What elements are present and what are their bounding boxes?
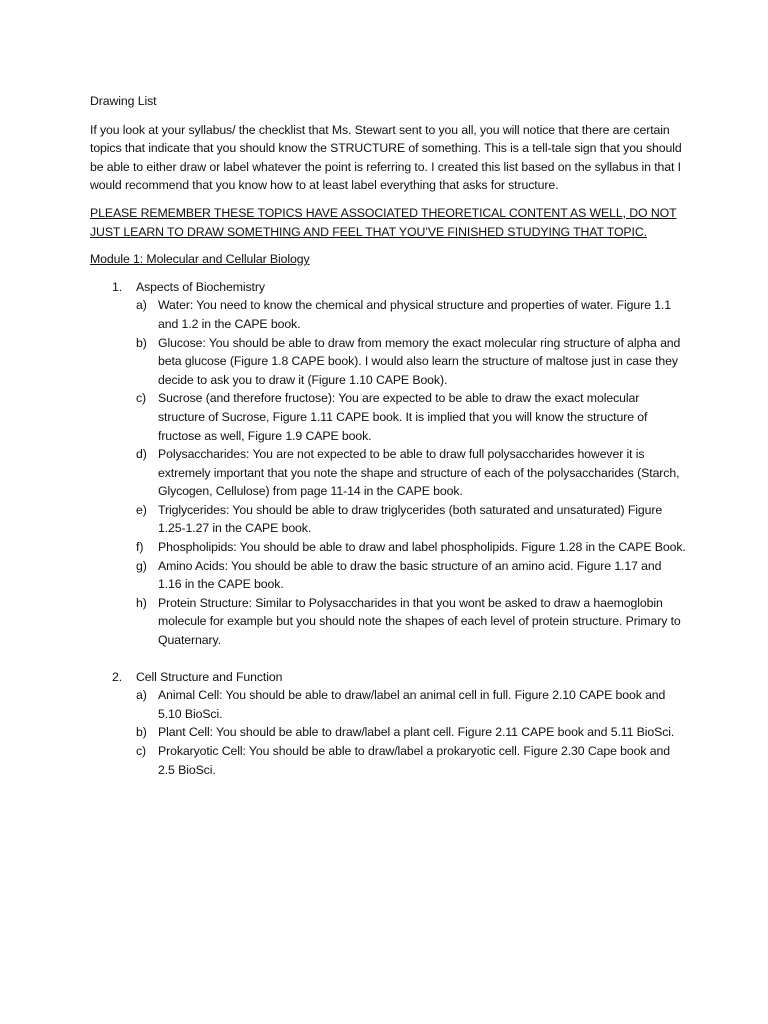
section-heading: [90, 668, 686, 687]
list-item-text: Amino Acids: You should be able to draw the basic structure of an amino acid. Figure 1.17 and 1.16 in the CAPE book.: [158, 558, 662, 592]
list-item-letter: c): [136, 391, 147, 406]
list-item-letter: c): [136, 744, 147, 758]
list-item-text: Polysaccharides: You are not expected to be able to draw full polysaccharides however it is extremely important that you note the shape and structure of each of the polysaccharides (Starch, Glycogen, Cellulose) from page 11-14 in the CAPE book.: [158, 447, 680, 499]
list-item: [136, 686, 686, 723]
list-item-letter: e): [136, 502, 147, 517]
list-item-letter: f): [136, 540, 144, 555]
module-heading: Module 1: Molecular and Cellular Biology: [90, 252, 310, 267]
list-item-text: Animal Cell: You should be able to draw/label an animal cell in full. Figure 2.10 CAPE book and 5.10 BioSci.: [158, 688, 666, 721]
list-item-letter: d): [136, 447, 147, 462]
document-page: [90, 92, 686, 779]
section-spacer: [90, 650, 686, 668]
list-item-text: Phospholipids: You should be able to draw and label phospholipids. Figure 1.28 in the CAPE Book.: [158, 540, 686, 555]
list-item-text: Triglycerides: You should be able to draw triglycerides (both saturated and unsaturated) Figure 1.25-1.27 in the CAPE book.: [158, 502, 663, 536]
list-item: [136, 389, 686, 445]
sub-list: [90, 296, 686, 649]
section-biochemistry: [90, 278, 686, 650]
list-item: [136, 296, 686, 333]
list-item: [136, 742, 686, 779]
section-title: Aspects of Biochemistry: [136, 279, 265, 294]
list-item-text: Water: You need to know the chemical and physical structure and properties of water. Figure 1.1 and 1.2 in the CAPE book.: [158, 298, 671, 331]
list-item-text: Sucrose (and therefore fructose): You are expected to be able to draw the exact molecular structure of Sucrose, Figure 1.11 CAPE book. It is implied that you will know the structure of fructose as well, Figure 1.9 CAPE book.: [158, 391, 648, 443]
list-item-letter: g): [136, 558, 147, 573]
sub-list: [90, 686, 686, 779]
warning-note: PLEASE REMEMBER THESE TOPICS HAVE ASSOCIATED THEORETICAL CONTENT AS WELL, DO NOT JUST LEARN TO DRAW SOMETHING AND FEEL THAT YOU’VE FINISHED STUDYING THAT TOPIC.: [90, 205, 677, 239]
list-item-text: Protein Structure: Similar to Polysaccharides in that you wont be asked to draw a haemoglobin molecule for example but you should note the shapes of each level of protein structure. Primary to Quaternary.: [158, 595, 681, 648]
list-item-letter: h): [136, 595, 147, 610]
section-number: 2.: [112, 669, 123, 684]
list-item: [136, 538, 686, 557]
intro-paragraph: If you look at your syllabus/ the checklist that Ms. Stewart sent to you all, you will notice that there are certain topics that indicate that you should know the STRUCTURE of something. This is a tell-tale sign that you should be able to either draw or label whatever the point is referring to. I created this list based on the syllabus in that I would recommend that you know how to at least label everything that asks for structure.: [90, 122, 682, 193]
section-cell-structure: [90, 668, 686, 780]
section-title: Cell Structure and Function: [136, 669, 283, 684]
list-item: [136, 501, 686, 538]
list-item-text: Prokaryotic Cell: You should be able to draw/label a prokaryotic cell. Figure 2.30 Cape book and 2.5 BioSci.: [158, 744, 670, 777]
list-item-letter: a): [136, 688, 147, 703]
list-item-letter: a): [136, 298, 147, 313]
list-item-text: Glucose: You should be able to draw from memory the exact molecular ring structure of alpha and beta glucose (Figure 1.8 CAPE book). I would also learn the structure of maltose just in case they decide to ask you to draw it (Figure 1.10 CAPE Book).: [158, 335, 681, 387]
list-item-text: Plant Cell: You should be able to draw/label a plant cell. Figure 2.11 CAPE book and 5.11 BioSci.: [158, 725, 675, 740]
list-item-letter: b): [136, 725, 147, 740]
list-item-letter: b): [136, 335, 147, 350]
document-title: Drawing List: [90, 94, 157, 108]
list-item: [136, 557, 686, 594]
list-item: [136, 445, 686, 501]
list-item: [136, 594, 686, 650]
list-item: [136, 334, 686, 390]
list-item: [136, 723, 686, 742]
section-heading: [90, 278, 686, 297]
section-number: 1.: [112, 279, 123, 294]
